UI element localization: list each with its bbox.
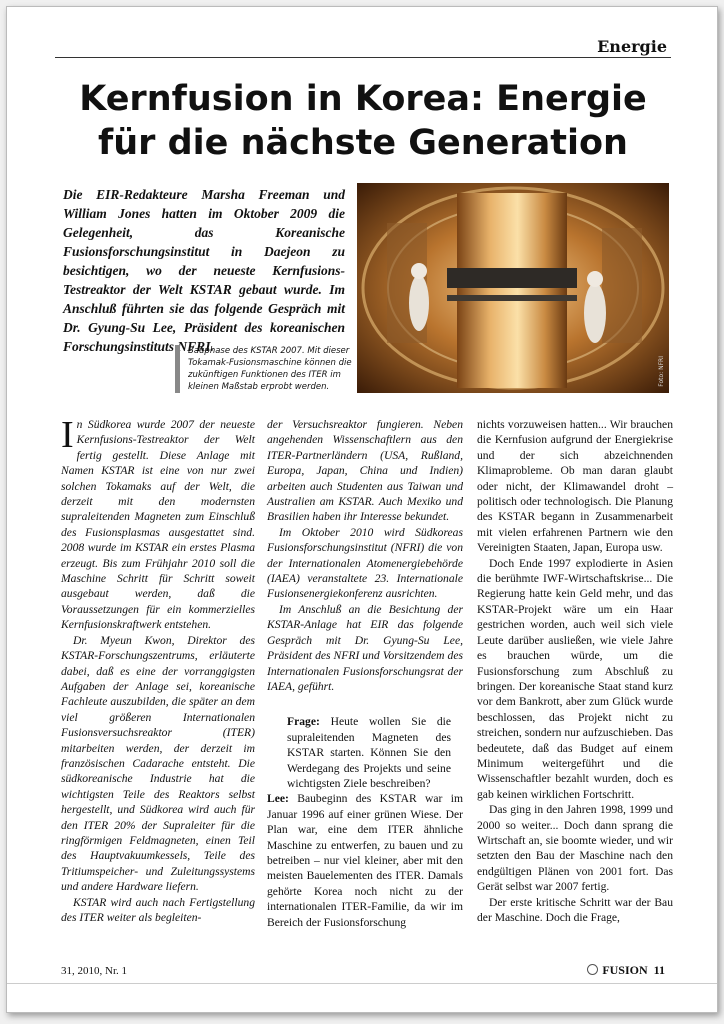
fusion-logo-icon	[587, 964, 598, 975]
col2-paragraph-3: Im Anschluß an die Besichtung der KSTAR-Anlage hat EIR das folgende Gespräch mit Dr. Gyung-Su Lee, Präsident des NFRI und Vorsitzendem des Internationalen Fusionsforschungsrat der IAEA, geführt.	[267, 602, 463, 693]
photo-caption: Bauphase des KSTAR 2007. Mit dieser Tokamak-Fusionsmaschine können die zukünftigen Funktionen des ITER im kleinen Maßstab erprobt werden.	[175, 345, 368, 393]
photo-credit: Foto: NFRI	[658, 356, 665, 387]
col1-paragraph-3: KSTAR wird auch nach Fertigstellung des ITER weiter als begleiten-	[61, 895, 255, 924]
question-label: Frage:	[287, 715, 320, 729]
footer-issue: 31, 2010, Nr. 1	[61, 965, 127, 977]
col1-paragraph-2: Dr. Myeun Kwon, Direktor des KSTAR-Forschungszentrums, erläuterte dabei, daß es eine der vorranggigsten Aufgaben der Anlage sei, koreanische Fachleute auszubilden, die später an dem viel größeren Internationalen Fusionsversuchsreaktor (ITER) mitarbeiten werden, der derzeit im französischen Cadarache entsteht. Die südkoreanische Industrie hat die wichtigsten Teile des Reaktors selbst hergestellt, und Südkorea wird auch für den ITER 20% der Supraleiter für die ringförmigen Feldmagneten, einen Teil des Hauptvakuumkessels, Teile des Tritiumspeicher- und Zuleitungssystems und andere Hardware liefern.	[61, 633, 255, 894]
footer-rule	[7, 983, 717, 984]
kstar-photo	[357, 183, 669, 393]
interview-answer	[267, 791, 463, 930]
footer-page-number: 11	[653, 963, 665, 977]
footer-magazine-name: FUSION	[602, 963, 648, 977]
col2-paragraph-1: der Versuchsreaktor fungieren. Neben angehenden Wissenschaftlern aus den ITER-Partnerländern (USA, Rußland, Europa, Japan, China und Indien) arbeiten auch Studenten aus Taiwan und Australien am KSTAR. Auch Mexiko und Brasilien haben ihr Interesse bekundet.	[267, 418, 463, 524]
title-line-1: Kernfusion in Korea: Energie	[79, 79, 647, 119]
answer-label: Lee:	[267, 792, 289, 806]
col1-paragraph-1	[61, 414, 255, 633]
article-title	[43, 77, 683, 165]
section-label: Energie	[597, 37, 667, 56]
magazine-page	[6, 6, 718, 1013]
kstar-photo-illustration	[357, 183, 669, 393]
col3-paragraph-2: Doch Ende 1997 explodierte in Asien die berühmte IWF-Wirtschaftskrise... Die Regierung hatte kein Geld mehr, und das KSTAR-Projekt wäre um ein Haar gestrichen worden, auch weil sich viele Leute darüber ausließen, wie viele Jahre es brauchen würde, um die Fusionsforschung zum Abschluß zu bringen. Der koreanische Staat stand kurz vor dem Bankrott, aber zum Glück wurde beschlossen, das Projekt nicht zu streichen, sondern nur aufzuschieben. Das bedeutete, daß das Budget auf einem Minimum weitergeführt und die Wissenschaftler bezahlt wurden, doch es gab keinen wirklichen Fortschritt.	[477, 556, 673, 801]
column-2	[267, 417, 463, 930]
header-rule	[55, 57, 671, 58]
column-1	[61, 414, 255, 925]
interview-question	[267, 714, 463, 791]
col3-paragraph-1: nichts vorzuweisen hatten... Wir brauchen die Kernfusion aufgrund der Energiekrise und der sich abzeichnenden Klimaprobleme. Ob man daran glaubt oder nicht, der Klimawandel droht – politisch oder technologisch. Die Planung des KSTAR begann in Zusammenarbeit mit vielen erfahrenen Partnern wie den Vereinigten Staaten, Japan, Europa usw.	[477, 418, 673, 555]
title-line-2: für die nächste Generation	[98, 123, 628, 163]
article-intro: Die EIR-Redakteure Marsha Freeman und William Jones hatten im Oktober 2009 die Gelegenheit, das Koreanische Fusionsforschungsinstitut in Daejeon zu besichtigen, wo der neueste Kernfusions-Testreaktor der Welt KSTAR gebaut wurde. Im Anschluß führten sie das folgende Gespräch mit Dr. Gyung-Su Lee, Präsident des koreanischen Forschungsinstituts NFRI.	[63, 187, 345, 354]
col1-p1-text: n Südkorea wurde 2007 der neueste Kernfusions-Testreaktor der Welt fertig gestellt. Diese Anlage mit Namen KSTAR ist eine von nur zwei solchen Tokamaks auf der Welt, die derzeit mit den modernsten supraleitenden Magneten zum Einschluß des Fusionsplasmas ausgestattet sind. 2008 wurde im KSTAR ein erstes Plasma erzeugt. Bis zum Frühjahr 2010 soll die Maschine Schritt für Schritt soweit ausgebaut werden, daß die Voraussetzungen für ein kommerzielles Kernfusionskraftwerk entstehen.	[61, 418, 255, 632]
footer-magazine	[587, 963, 665, 978]
drop-cap: I	[61, 414, 74, 456]
col3-paragraph-4: Der erste kritische Schritt war der Bau der Maschine. Doch die Frage,	[477, 895, 673, 924]
column-3	[477, 417, 673, 925]
col2-paragraph-2: Im Oktober 2010 wird Südkoreas Fusionsforschungsinstitut (NFRI) die von der Internationalen Atomenergiebehörde (IAEA) veranstaltete 23. Internationale Fusionsenergiekonferenz ausrichten.	[267, 525, 463, 601]
col3-paragraph-3: Das ging in den Jahren 1998, 1999 und 2000 so weiter... Doch dann sprang die Wirtschaft an, sie boomte wieder, und wir setzten den Bau der Maschine nach den endgültigen Plänen von 2001 fort. Das Gerät selbst war 2007 fertig.	[477, 803, 673, 894]
question-text: Heute wollen Sie die supraleitenden Magneten des KSTAR starten. Können Sie den Werdegang des Projekts und seine wichtigsten Ziele beschreiben?	[287, 715, 451, 790]
answer-text: Baubeginn des KSTAR war im Januar 1996 auf einer grünen Wiese. Der Plan war, eine dem ITER ähnliche Maschine zu entwerfen, zu bauen und zu betreiben – nur viel kleiner, aber mit den meisten Bauelementen des ITER. Damals gehörte Korea noch nicht zu der internationalen ITER-Familie, da wir im Bereich der Fusionsforschung	[267, 792, 463, 929]
